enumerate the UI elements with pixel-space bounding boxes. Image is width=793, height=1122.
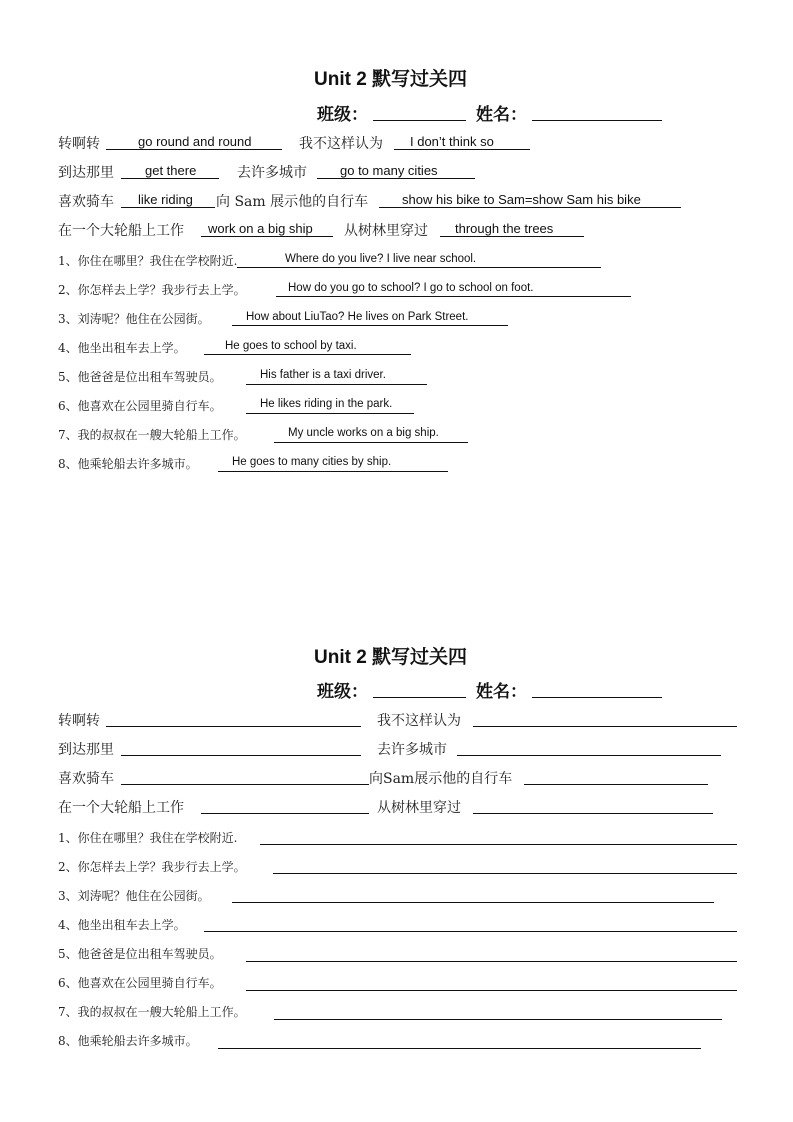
- sentence-answer-line[interactable]: [232, 325, 508, 326]
- sentence-answer: Where do you live? I live near school.: [285, 253, 477, 265]
- class-label: 班级：: [317, 105, 368, 124]
- phrase-answer: work on a big ship: [208, 221, 313, 236]
- sentence-answer-line[interactable]: [204, 931, 737, 932]
- sentence-answer-line[interactable]: [246, 384, 427, 385]
- sentence-answer-line[interactable]: [274, 442, 468, 443]
- sentence-answer-line[interactable]: [273, 873, 737, 874]
- phrase-prompt: 从树林里穿过: [344, 223, 428, 239]
- phrase-answer-line[interactable]: [317, 178, 475, 179]
- class-blank[interactable]: [373, 120, 466, 121]
- phrase-answer-line[interactable]: [379, 207, 681, 208]
- sentence-prompt: 7、我的叔叔在一艘大轮船上工作。: [58, 1005, 246, 1019]
- worksheet-title: Unit 2 默写过关四: [314, 647, 468, 668]
- phrase-answer-line[interactable]: [121, 755, 361, 756]
- name-blank[interactable]: [532, 697, 662, 698]
- phrase-prompt: 喜欢骑车: [58, 194, 114, 210]
- phrase-prompt: 喜欢骑车: [58, 771, 114, 787]
- phrase-answer-line[interactable]: [121, 207, 215, 208]
- sentence-prompt: 6、他喜欢在公园里骑自行车。: [58, 976, 222, 990]
- class-blank[interactable]: [373, 697, 466, 698]
- phrase-answer-line[interactable]: [394, 149, 530, 150]
- phrase-prompt: 到达那里: [58, 165, 114, 181]
- sentence-prompt: 4、他坐出租车去上学。: [58, 341, 186, 355]
- phrase-answer: go to many cities: [340, 163, 438, 178]
- phrase-prompt: 我不这样认为: [299, 136, 383, 152]
- phrase-answer-line[interactable]: [106, 149, 282, 150]
- phrase-prompt: 去许多城市: [377, 742, 447, 758]
- sentence-answer-line[interactable]: [232, 902, 714, 903]
- sentence-prompt: 2、你怎样去上学？我步行去上学。: [58, 860, 246, 874]
- sentence-answer-line[interactable]: [237, 267, 601, 268]
- sentence-prompt: 1、你住在哪里？我住在学校附近.: [58, 254, 238, 268]
- phrase-prompt: 转啊转: [58, 713, 100, 729]
- sentence-prompt: 6、他喜欢在公园里骑自行车。: [58, 399, 222, 413]
- sentence-prompt: 5、他爸爸是位出租车驾驶员。: [58, 370, 222, 384]
- sentence-answer: He goes to school by taxi.: [225, 340, 357, 352]
- sentence-prompt: 8、他乘轮船去许多城市。: [58, 1034, 198, 1048]
- phrase-answer: get there: [145, 163, 197, 178]
- phrase-prompt: 去许多城市: [237, 165, 307, 181]
- phrase-answer-line[interactable]: [457, 755, 721, 756]
- phrase-answer-line[interactable]: [440, 236, 584, 237]
- sentence-answer-line[interactable]: [204, 354, 411, 355]
- sentence-prompt: 2、你怎样去上学？我步行去上学。: [58, 283, 246, 297]
- sentence-answer: He goes to many cities by ship.: [232, 456, 392, 468]
- phrase-prompt: 在一个大轮船上工作: [58, 800, 184, 816]
- name-label: 姓名：: [476, 105, 527, 124]
- name-label: 姓名：: [476, 682, 527, 701]
- phrase-answer-line[interactable]: [473, 813, 713, 814]
- sentence-prompt: 1、你住在哪里？我住在学校附近.: [58, 831, 238, 845]
- phrase-answer: through the trees: [455, 221, 554, 236]
- worksheet-title: Unit 2 默写过关四: [314, 69, 468, 90]
- sentence-answer: He likes riding in the park.: [260, 398, 393, 410]
- phrase-answer-line[interactable]: [201, 236, 333, 237]
- phrase-prompt: 向 Sam 展示他的自行车: [216, 194, 369, 210]
- phrase-prompt: 从树林里穿过: [377, 800, 461, 816]
- name-blank[interactable]: [532, 120, 662, 121]
- phrase-answer-line[interactable]: [121, 784, 369, 785]
- sentence-answer: His father is a taxi driver.: [260, 369, 386, 381]
- phrase-answer-line[interactable]: [201, 813, 369, 814]
- phrase-answer: go round and round: [138, 134, 252, 149]
- sentence-answer-line[interactable]: [246, 990, 737, 991]
- sentence-prompt: 4、他坐出租车去上学。: [58, 918, 186, 932]
- sentence-prompt: 7、我的叔叔在一艘大轮船上工作。: [58, 428, 246, 442]
- phrase-prompt: 到达那里: [58, 742, 114, 758]
- sentence-answer-line[interactable]: [274, 1019, 722, 1020]
- phrase-prompt: 转啊转: [58, 136, 100, 152]
- phrase-prompt: 在一个大轮船上工作: [58, 223, 184, 239]
- sentence-prompt: 3、刘涛呢？他住在公园街。: [58, 889, 210, 903]
- sentence-answer-line[interactable]: [218, 471, 448, 472]
- sentence-prompt: 3、刘涛呢？他住在公园街。: [58, 312, 210, 326]
- sentence-prompt: 5、他爸爸是位出租车驾驶员。: [58, 947, 222, 961]
- phrase-answer-line[interactable]: [106, 726, 361, 727]
- sentence-answer: My uncle works on a big ship.: [288, 427, 439, 439]
- phrase-answer-line[interactable]: [524, 784, 708, 785]
- phrase-prompt: 向Sam展示他的自行车: [369, 771, 513, 787]
- sentence-prompt: 8、他乘轮船去许多城市。: [58, 457, 198, 471]
- phrase-prompt: 我不这样认为: [377, 713, 461, 729]
- sentence-answer-line[interactable]: [218, 1048, 701, 1049]
- phrase-answer: show his bike to Sam=show Sam his bike: [402, 192, 641, 207]
- sentence-answer-line[interactable]: [246, 961, 737, 962]
- class-label: 班级：: [317, 682, 368, 701]
- sentence-answer-line[interactable]: [260, 844, 737, 845]
- sentence-answer: How about LiuTao? He lives on Park Street.: [246, 311, 469, 323]
- sentence-answer: How do you go to school? I go to school on foot.: [288, 282, 534, 294]
- phrase-answer-line[interactable]: [121, 178, 219, 179]
- sentence-answer-line[interactable]: [246, 413, 414, 414]
- phrase-answer: I don’t think so: [410, 134, 494, 149]
- sentence-answer-line[interactable]: [276, 296, 631, 297]
- phrase-answer-line[interactable]: [473, 726, 737, 727]
- phrase-answer: like riding: [138, 192, 193, 207]
